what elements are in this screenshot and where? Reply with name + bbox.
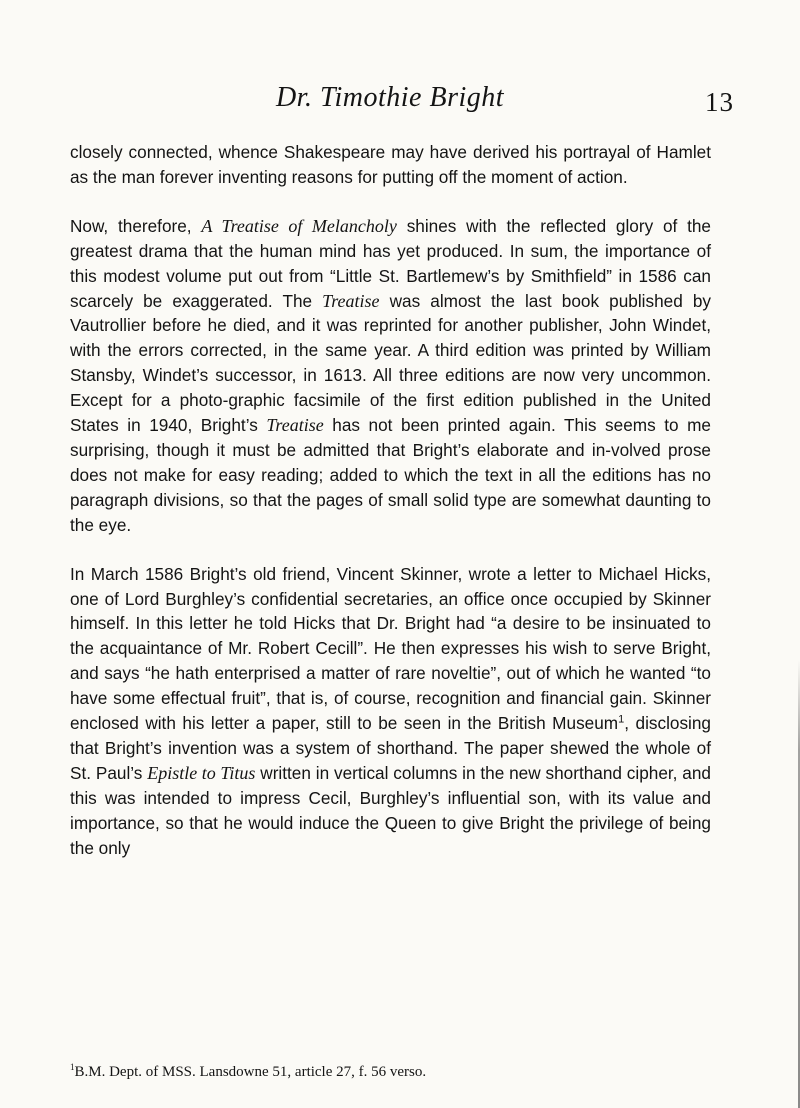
paragraph-1-text: closely connected, whence Shakespeare may have derived his portrayal of Hamlet as the man forever inventing reasons for putting off the moment of action. — [70, 142, 711, 187]
running-title: Dr. Timothie Bright — [275, 82, 505, 113]
paragraph-3-part-2: , disclosing that Bright’s invention was a system of shorthand. The paper shewed the whole of St. Paul’s — [70, 713, 711, 783]
paragraph-1 — [70, 140, 711, 190]
footnote-text: B.M. Dept. of MSS. Lansdowne 51, article 27, f. 56 verso. — [74, 1064, 427, 1080]
book-title-epistle-to-titus: Epistle to Titus — [147, 762, 256, 783]
paragraph-2-part-1: Now, therefore, — [70, 215, 202, 236]
paragraph-3 — [70, 562, 711, 861]
running-head — [70, 80, 734, 120]
footnote — [70, 1062, 711, 1082]
paragraph-2-part-2: shines with the reflected glory of the greatest drama that the human mind has yet produced. In sum, the importance of this modest volume put out from “Little St. Bartlemew’s by Smithfield” in 1586 can scarcely be exaggerated. The — [70, 215, 711, 311]
paragraph-2-part-4: has not been printed again. This seems to me surprising, though it must be admitted that Bright’s elaborate and in-volved prose does not make for easy reading; added to which the text in all the editions has no paragraph divisions, so that the pages of small solid type are somewhat daunting to the eye. — [70, 415, 711, 535]
page-number: 13 — [705, 87, 734, 117]
footnote-mark: 1 — [70, 1062, 75, 1072]
paragraph-3-part-1: In March 1586 Bright’s old friend, Vincent Skinner, wrote a letter to Michael Hicks, one of Lord Burghley’s confidential secretaries, an office once occupied by Skinner himself. In this letter he told Hicks that Dr. Bright had “a desire to be insinuated to the acquaintance of Mr. Robert Cecill”. He then expresses his wish to serve Bright, and says “he hath enterprised a matter of rare noveltie”, out of which he wanted “to have some effectual fruit”, that is, of course, recognition and financial gain. Skinner enclosed with his letter a paper, still to be seen in the British Museum — [70, 563, 711, 734]
book-title-treatise: Treatise — [322, 290, 380, 311]
paragraph-2-part-3: was almost the last book published by Vautrollier before he died, and it was reprinted for another publisher, John Windet, with the errors corrected, in the same year. A third edition was printed by William Stansby, Windet’s successor, in 1613. All three editions are now very uncommon. Except for a photo-graphic facsimile of the first edition published in the United States in 1940, Bright’s — [70, 290, 711, 436]
footnote-reference: 1 — [618, 713, 625, 726]
book-title-treatise: Treatise — [266, 415, 324, 436]
paragraph-3-part-3: written in vertical columns in the new shorthand cipher, and this was intended to impress Cecil, Burghley’s influential son, with its value and importance, so that he would induce the Queen to give Bright the privilege of being the only — [70, 762, 711, 858]
body-text — [70, 140, 711, 860]
book-title-treatise-of-melancholy: A Treatise of Melancholy — [201, 215, 397, 236]
paragraph-2 — [70, 214, 711, 538]
